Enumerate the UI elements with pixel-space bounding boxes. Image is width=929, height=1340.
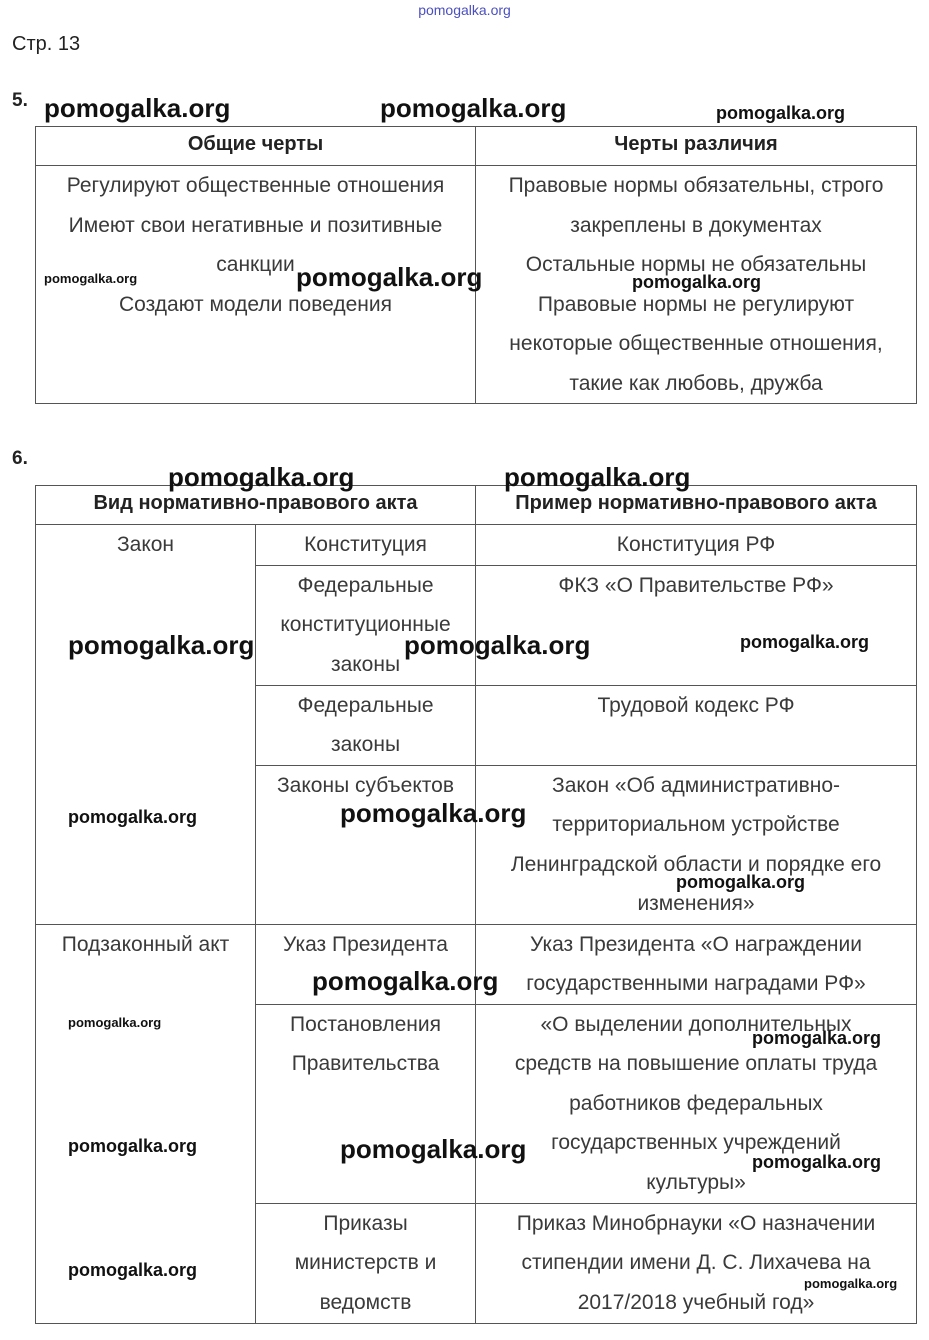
- q6-kind-cell: [256, 685, 476, 765]
- q6-kind-line: Приказы: [323, 1211, 408, 1235]
- top-watermark: pomogalka.org: [418, 2, 511, 18]
- q6-example-cell: [476, 924, 917, 1004]
- watermark: pomogalka.org: [68, 630, 255, 660]
- q6-kind-cell: [256, 1004, 476, 1203]
- watermark: pomogalka.org: [380, 93, 567, 123]
- q5-diff-line: такие как любовь, дружба: [569, 371, 823, 395]
- q6-kind-cell: [256, 1203, 476, 1323]
- q6-example-line: территориальном устройстве: [552, 813, 840, 836]
- watermark: pomogalka.org: [68, 1260, 198, 1280]
- q5-header-differences: Черты различия: [476, 127, 917, 166]
- q6-example-line: средств на повышение оплаты труда: [514, 1052, 878, 1075]
- page-reference: Стр. 13: [12, 33, 81, 55]
- q6-example-cell: [476, 1203, 917, 1323]
- q5-common-line: Регулируют общественные отношения: [66, 174, 445, 197]
- q6-example-cell: [476, 765, 917, 924]
- watermark: pomogalka.org: [68, 1015, 162, 1030]
- watermark: pomogalka.org: [296, 262, 483, 292]
- q5-common-line: Создают модели поведения: [119, 292, 392, 316]
- watermark: pomogalka.org: [632, 272, 762, 292]
- watermark: pomogalka.org: [340, 798, 527, 828]
- q6-table: [35, 485, 917, 1324]
- watermark: pomogalka.org: [716, 103, 846, 123]
- q6-example-line: Трудовой кодекс РФ: [597, 693, 795, 717]
- q6-example-line: изменения»: [637, 892, 755, 915]
- q6-row: [36, 525, 917, 566]
- question-5-number: 5.: [12, 90, 28, 111]
- watermark: pomogalka.org: [752, 1028, 882, 1048]
- watermark: pomogalka.org: [340, 1134, 527, 1164]
- watermark: pomogalka.org: [168, 462, 355, 492]
- q6-example-line: Конституция РФ: [616, 533, 776, 556]
- q6-law-label: Закон: [116, 533, 175, 556]
- q6-kind-cell: [256, 565, 476, 685]
- q6-kind-line: Правительства: [291, 1052, 440, 1075]
- q6-header-kind: Вид нормативно-правового акта: [36, 486, 476, 525]
- q5-header-common: Общие черты: [36, 127, 476, 166]
- q6-kind-line: Постановления: [290, 1012, 441, 1036]
- q5-header-row: [36, 127, 917, 166]
- q6-example-line: Указ Президента «О награждении: [530, 932, 862, 956]
- q6-example-line: культуры»: [646, 1170, 746, 1194]
- q6-kind-line: законы: [330, 733, 401, 756]
- question-6-number: 6.: [12, 448, 28, 469]
- q6-example-line: ФКЗ «О Правительстве РФ»: [558, 573, 834, 597]
- q6-example-line: Приказ Минобрнауки «О назначении: [516, 1211, 876, 1235]
- q6-kind-line: конституционные: [280, 613, 451, 636]
- q6-kind-line: Указ Президента: [283, 932, 448, 956]
- watermark: pomogalka.org: [68, 1136, 198, 1156]
- q5-diff-line: Остальные нормы не обязательны: [525, 253, 867, 276]
- q5-diff-line: закреплены в документах: [570, 213, 822, 237]
- q6-header-example: Пример нормативно-правового акта: [476, 486, 917, 525]
- q6-example-cell: [476, 565, 917, 685]
- q6-example-line: 2017/2018 учебный год»: [577, 1290, 815, 1314]
- q6-kind-line: законы: [330, 652, 401, 676]
- q6-kind-line: Федеральные: [297, 693, 434, 717]
- q6-kind-line: ведомств: [319, 1290, 412, 1314]
- watermark: pomogalka.org: [404, 630, 591, 660]
- q6-example-line: «О выделении дополнительных: [540, 1012, 852, 1036]
- q5-common-line: Имеют свои негативные и позитивные: [68, 213, 443, 237]
- watermark: pomogalka.org: [504, 462, 691, 492]
- q6-example-cell: [476, 685, 917, 765]
- q6-example-cell: [476, 525, 917, 566]
- q6-example-line: государственными наградами РФ»: [526, 972, 866, 995]
- watermark: pomogalka.org: [44, 93, 231, 123]
- q5-diff-line: Правовые нормы не регулируют: [537, 292, 855, 316]
- q6-kind-cell: [256, 765, 476, 924]
- q6-example-line: Ленинградской области и порядке его: [510, 852, 882, 876]
- q6-law-cell: [36, 525, 256, 925]
- q6-example-line: стипендии имени Д. С. Лихачева на: [521, 1251, 871, 1274]
- watermark: pomogalka.org: [312, 966, 499, 996]
- q5-diff-line: Правовые нормы обязательны, строго: [508, 174, 884, 197]
- q5-diff-line: некоторые общественные отношения,: [509, 332, 883, 355]
- q6-example-line: государственных учреждений: [551, 1131, 841, 1154]
- q6-kind-line: Законы субъектов: [277, 773, 455, 797]
- q6-bylaw-label: Подзаконный акт: [61, 932, 230, 956]
- watermark: pomogalka.org: [804, 1276, 898, 1291]
- q5-common-line: санкции: [216, 253, 295, 276]
- watermark: pomogalka.org: [752, 1152, 882, 1172]
- watermark: pomogalka.org: [44, 271, 138, 286]
- q6-kind-line: Конституция: [304, 533, 427, 556]
- q6-example-line: Закон «Об административно-: [552, 773, 841, 797]
- watermark: pomogalka.org: [740, 632, 870, 652]
- q6-kind-line: Федеральные: [297, 573, 434, 597]
- q6-kind-cell: [256, 525, 476, 566]
- watermark: pomogalka.org: [676, 872, 806, 892]
- q6-example-line: работников федеральных: [569, 1091, 823, 1115]
- watermark: pomogalka.org: [68, 807, 198, 827]
- q6-kind-line: министерств и: [294, 1251, 437, 1274]
